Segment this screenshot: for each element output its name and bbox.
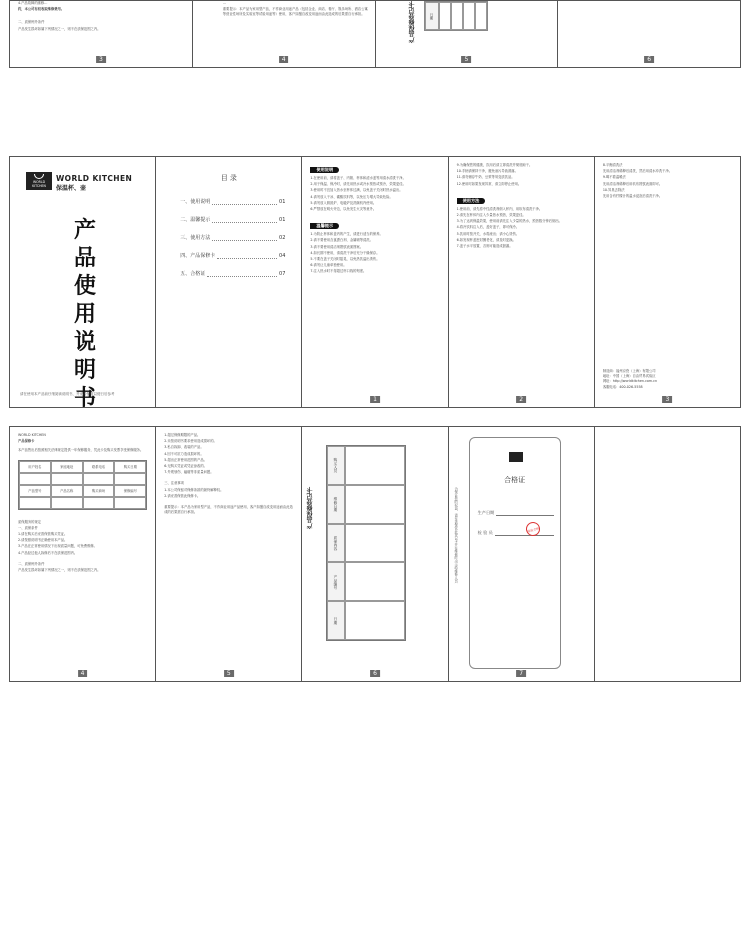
warranty-panel: [10, 427, 156, 681]
text-line: 4.产品经过他人拆修后不在质保范围内。: [18, 550, 78, 555]
warranty-title: 产品保修卡: [18, 439, 35, 444]
table-cell: 购买商场: [83, 485, 115, 497]
text-line: 7.盖子水平放置，否则可能造成泄漏。: [456, 244, 513, 249]
warranty-table: [18, 460, 147, 510]
brand-logo-text: WORLD KITCHEN: [32, 180, 46, 188]
title-char: 产: [73, 218, 96, 243]
contact-block: [603, 369, 732, 390]
toc-item: 二、温馨提示 01: [180, 211, 285, 229]
text-line: 产品发生损坏如属下列情况之一，则不在质保范围之内。: [18, 26, 101, 31]
text-line: ...: [222, 1, 226, 5]
text-line: 2.请按照说明书正确使用本产品。: [18, 538, 68, 543]
page-panel-6: [558, 1, 740, 67]
toc-item: 三、使用方法 02: [180, 229, 285, 247]
cover-note: 请在使用本产品前仔细阅读说明书，并妥善保管以便日后参考: [20, 392, 115, 396]
table-cell: [19, 497, 51, 509]
register-side-note: 为保证您的权益，请妥善保管此登记卡并在维修时出示给维修人员: [453, 487, 458, 583]
register-title: 产品保修登记卡: [307, 487, 315, 529]
text-line: 3.使用时不宜加入热水至杯体过满，以免盖子关闭时热水溢出。: [310, 188, 403, 193]
rules-heading: 质保服务的规定: [18, 519, 42, 524]
title-char: 使: [73, 274, 96, 299]
toc-list: [180, 193, 285, 283]
text-line: 1.本公司保留对保修条款的最终解释权。: [164, 487, 224, 492]
toc-item: 四、产品保修卡 04: [180, 247, 285, 265]
text-line: 先用清洁剂稀释后用软布擦拭表面即可。: [602, 181, 663, 186]
warranty-spread: [9, 426, 741, 682]
table-cell: [83, 497, 115, 509]
text-line: 先用清洁剂稀释后清洗，然后用清水冲洗干净。: [602, 169, 673, 174]
table-cell: 保修编号: [114, 485, 146, 497]
text-line: 8.平衡清洗法: [602, 163, 623, 167]
toc-item: 五、合格证 07: [180, 265, 285, 283]
production-date-row: 生产日期: [478, 510, 554, 516]
text-line: 5.超出正常使用范围的产品。: [164, 457, 207, 462]
register-label: 产品编号: [327, 562, 345, 601]
text-line: 5.请勿放入微波炉、电磁炉及洗碗机内使用。: [310, 200, 377, 205]
title-char: 明: [73, 358, 96, 383]
product-name: 保温杯、壶: [56, 185, 87, 192]
page-number: 2: [516, 396, 526, 403]
text-line: 6.请勿让儿童单独使用。: [310, 263, 347, 268]
contact-line: 客服电话：400-026-5558: [602, 384, 643, 389]
text-line: 6.如发现杯盖密封圈老化，请及时更换。: [456, 237, 516, 242]
text-line: 产品发生损坏如属下列情况之一，则不在质保范围之内。: [18, 568, 101, 573]
section-heading: 温馨提示: [310, 223, 339, 229]
usage-panel: [302, 157, 448, 407]
text-line: 一、质保条件: [18, 525, 38, 530]
text-line: 6.严禁放在明火旁边，以免发生火灾等意外。: [310, 207, 377, 212]
text-line: 三、注意事项: [164, 481, 184, 486]
register-title: 产品保修登记卡: [408, 1, 416, 43]
table-cell: [19, 473, 51, 485]
table-cell: [51, 497, 83, 509]
inspector-row: 检 验 员: [478, 530, 554, 536]
text-line: 9.喝不着温暖法: [602, 175, 626, 180]
text-line: 重要提示：本产品为家用型产品，不作商业用途产品使用，客户如擅自改变用途而由此造成的后果需自行承担。: [164, 505, 293, 515]
table-cell: 产品型号: [19, 485, 51, 497]
text-line: 7.外观划伤、磕碰等非质量问题。: [164, 470, 214, 475]
page-number: 3: [662, 396, 672, 403]
text-line: 4.因不可抗力造成损坏的。: [164, 451, 204, 456]
register-card: [326, 445, 406, 641]
text-line: 4.如长期不使用，请清洗干净后充分干燥保存。: [310, 250, 380, 255]
certificate-panel: [449, 427, 595, 681]
cover-spread: [9, 156, 741, 408]
brand-name: WORLD KITCHEN: [56, 174, 133, 183]
page-number: 7: [516, 670, 526, 677]
text-line: 4.产品故障的維修...: [18, 1, 48, 5]
text-line: 2.用于保温、保冷时，请先用热水或冷水预热或预冷，效果更佳。: [310, 182, 406, 187]
page-panel-3: [10, 1, 193, 67]
page-number: 4: [78, 670, 88, 677]
text-line: 4.将冷饮料注入后，盖好盖子，即可保冷。: [456, 225, 520, 230]
table-cell: 购买日期: [114, 461, 146, 473]
page-number: 6: [370, 670, 380, 677]
care-panel: [595, 157, 740, 407]
toc-title: 目 录: [220, 174, 237, 182]
register-panel: [302, 427, 448, 681]
page-number: 4: [279, 56, 289, 63]
table-cell: 联系电话: [83, 461, 115, 473]
section-heading: 使用说明: [310, 167, 339, 173]
certificate-title: 合格证: [504, 476, 526, 484]
text-line: 3.产品在正常使用情况下出现质量问题，可免费维修。: [18, 544, 97, 549]
toc-item: 一、使用说明 01: [180, 193, 285, 211]
table-cell: 产品名称: [51, 485, 83, 497]
text-line: 3.为了达到保温效果，使用前请先注入少量的热水，预热数分钟后倒出。: [456, 219, 562, 224]
register-label: 质保内容: [327, 524, 345, 563]
page-number: 3: [96, 56, 106, 63]
text-line: 1.为防止杯体和盖内的产生，请进行适当的保养。: [310, 232, 383, 237]
text-line: 4.请勿放入干冰、碳酸饮料等，以免压力增大导致危险。: [310, 194, 393, 199]
qualified-stamp: 检验合格: [524, 520, 541, 537]
toc-panel: [156, 157, 302, 407]
page-number: 5: [224, 670, 234, 677]
text-line: 6.无购买凭证或凭证涂改的。: [164, 464, 207, 469]
text-line: 先用含有柠檬汁的温水浸泡后清洗干净。: [602, 194, 663, 199]
brand-logo: [26, 172, 52, 190]
table-cell: [51, 473, 83, 485]
title-char: 说: [73, 330, 96, 355]
title-char: 用: [73, 302, 96, 327]
method-panel: [449, 157, 595, 407]
text-line: 二、质保例外条件: [18, 561, 45, 566]
text-line: 5.不要在盖子关闭时摇晃，以免热饮溢出烫伤。: [310, 257, 380, 262]
page-number: 6: [644, 56, 654, 63]
page-number: 5: [461, 56, 471, 63]
contact-line: 地址：中国（上海）自由贸易试验区: [602, 374, 656, 379]
text-line: 1.超过保修期限的产品。: [164, 433, 201, 437]
text-line: 1.使用前，请先将中性清洗剂倒入杯内，用软布清洗干净。: [456, 206, 543, 211]
table-cell: [83, 473, 115, 485]
contact-line: 制造商：福州京瓷（上海）有限公司: [602, 369, 656, 373]
warranty-brand: WORLD KITCHEN: [18, 433, 46, 437]
contact-line: 网址：http://worldkitchen.com.cn: [602, 379, 658, 384]
text-line: 约，本公司有权收取维修费用。: [18, 7, 65, 12]
page-panel-5: [376, 1, 559, 67]
text-line: 2.请不要使用含氯漂白剂、金属刷等清洗。: [310, 238, 373, 243]
text-line: 2.请妥善保管此保修卡。: [164, 493, 201, 498]
table-cell: 家庭地址: [51, 461, 83, 473]
text-line: 10.异臭去除法: [602, 187, 625, 192]
text-line: 1.在使用前，请将盖子、内胆、杯体和滤水盖等用清水清洗干净。: [310, 176, 406, 180]
register-label: 维修日期: [327, 485, 345, 524]
cover-panel: [10, 157, 156, 407]
text-line: 7.注入热水时不得超过杯口线的刻度。: [310, 269, 367, 274]
table-cell: [114, 473, 146, 485]
text-line: 10.手柄请保持干净，避免油污导致滑落。: [456, 169, 518, 174]
table-cell: [114, 497, 146, 509]
blank-panel: [595, 427, 740, 681]
text-line: 二、质保例外条件: [18, 20, 45, 25]
text-line: 重要提示：本产品为家用型产品，不作商业用途产品（包括企业、商店、餐厅、娱乐场所、酒店公寓等营业性场所及实验室等试验用途等）使用，客户如擅自改变用途而由此造成的后果需自行承担。: [222, 7, 368, 17]
title-char: 品: [73, 246, 96, 271]
warranty-intro: 本产品售出后按照相关法律规定提供一年保修服务，凭此卡及购买发票享受保修服务。: [18, 448, 144, 453]
certificate-card: [469, 437, 561, 669]
register-table: [424, 1, 488, 31]
table-cell: 用户姓名: [19, 461, 51, 473]
text-line: 11.请勿储存牛奶、豆浆等易变质饮品。: [456, 175, 515, 180]
table-label: 日期: [425, 2, 439, 30]
text-line: 3.请不要使用清洁剂擦拭表面图案。: [310, 244, 364, 249]
page-panel-4: [193, 1, 376, 67]
text-line: 2.未按说明书要求使用造成损坏的。: [164, 439, 217, 444]
text-line: 5.饮用时按开关，水将流出；请小心烫伤。: [456, 231, 520, 236]
text-line: 3.私自拆卸、改装的产品。: [164, 445, 204, 450]
text-line: 2.请先在杯体内注入少量热水预热，效果更佳。: [456, 213, 526, 218]
register-label: 日期: [327, 601, 345, 640]
brand-logo: [509, 452, 523, 462]
text-line: 12.使用时如果发现异常，请立即停止使用。: [456, 181, 522, 186]
section-heading: 使用方法: [457, 198, 486, 204]
page-number: 1: [370, 396, 380, 403]
top-spread: [9, 0, 741, 68]
text-line: 1.请在购买后妥善保管购买凭证。: [18, 532, 68, 537]
title-char: 书: [73, 386, 96, 407]
text-line: 9.为确保您的健康，饮用后请立即清洗并彻底晾干。: [456, 163, 533, 167]
manual-title: [70, 217, 100, 407]
exceptions-panel: [156, 427, 302, 681]
register-label: 购买人员: [327, 446, 345, 485]
